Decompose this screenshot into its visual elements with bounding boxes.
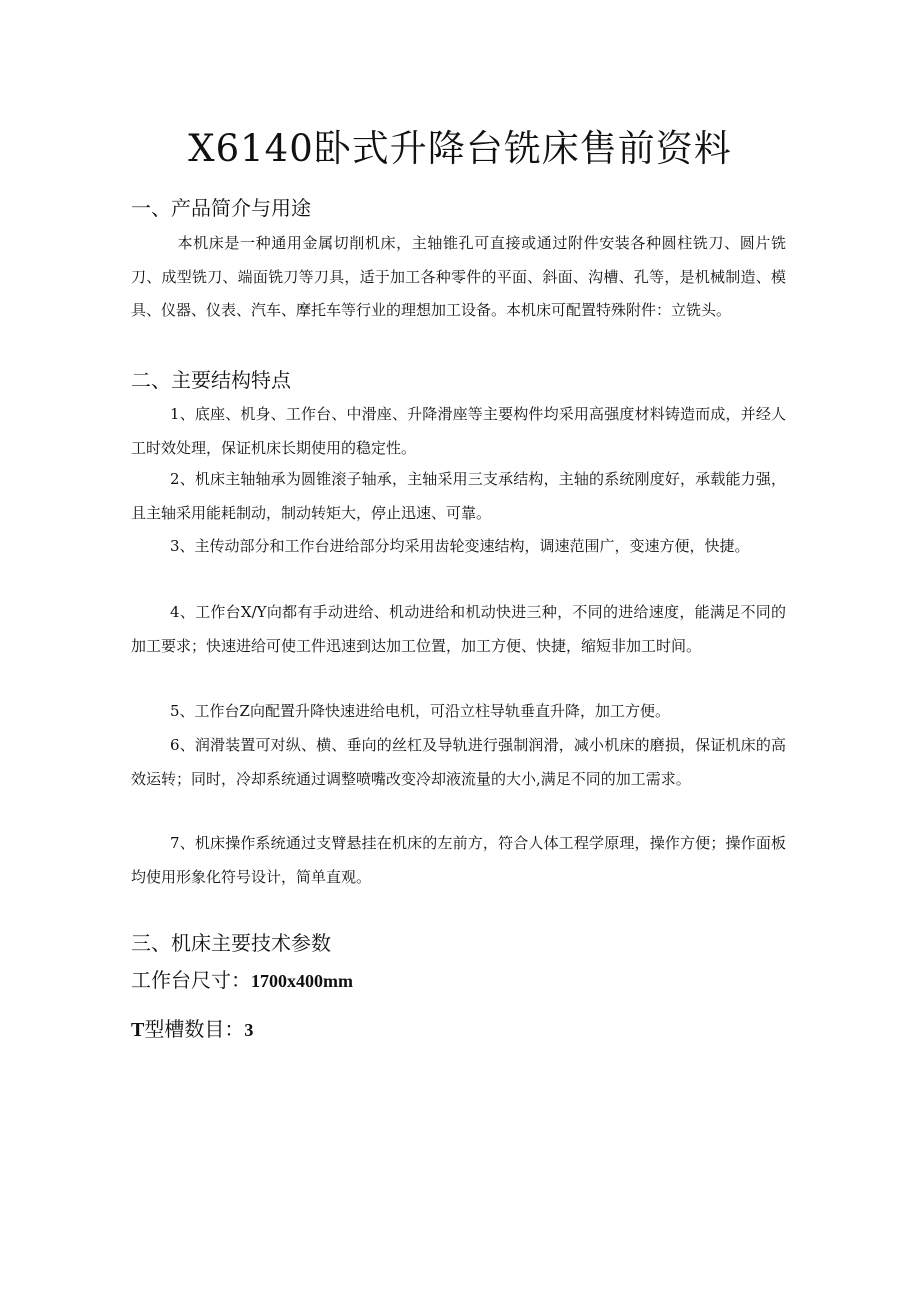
feature-item-6: 6、润滑装置可对纵、横、垂向的丝杠及导轨进行强制润滑，减小机床的磨损，保证机床的高效运转；同时，冷却系统通过调整喷嘴改变冷却液流量的大小,满足不同的加工需求。: [131, 736, 786, 788]
feature-item-7: 7、机床操作系统通过支臂悬挂在机床的左前方，符合人体工程学原理，操作方便；操作面板均使用形象化符号设计，简单直观。: [131, 834, 786, 886]
document-title: X6140卧式升降台铣床售前资料: [188, 127, 732, 170]
intro-paragraph: 本机床是一种通用金属切削机床，主轴锥孔可直接或通过附件安装各种圆柱铣刀、圆片铣刀、成型铣刀、端面铣刀等刀具，适于加工各种零件的平面、斜面、沟槽、孔等，是机械制造、模具、仪器、仪表、汽车、摩托车等行业的理想加工设备。本机床可配置特殊附件：立铣头。: [131, 234, 786, 319]
section-heading-intro: 一、产品简介与用途: [131, 196, 311, 220]
feature-item-5: 5、工作台Z向配置升降快速进给电机，可沿立柱导轨垂直升降，加工方便。: [170, 702, 670, 720]
spec-label: 工作台尺寸：: [131, 968, 251, 992]
spec-label: 型槽数目：: [144, 1017, 245, 1041]
spec-value: 1700x400mm: [251, 971, 353, 991]
feature-item-2: 2、机床主轴轴承为圆锥滚子轴承，主轴采用三支承结构，主轴的系统刚度好，承载能力强，且主轴采用能耗制动，制动转矩大，停止迅速、可靠。: [131, 470, 786, 522]
feature-item-1: 1、底座、机身、工作台、中滑座、升降滑座等主要构件均采用高强度材料铸造而成，并经人工时效处理，保证机床长期使用的稳定性。: [131, 405, 786, 457]
feature-item-3: 3、主传动部分和工作台进给部分均采用齿轮变速结构，调速范围广，变速方便，快捷。: [170, 537, 750, 555]
section-heading-features: 二、主要结构特点: [131, 368, 291, 392]
spec-label-prefix: T: [131, 1019, 145, 1041]
spec-table-size: [131, 966, 353, 995]
spec-value: 3: [244, 1020, 254, 1040]
feature-item-4: 4、工作台X/Y向都有手动进给、机动进给和机动快进三种，不同的进给速度，能满足不同的加工要求；快速进给可使工件迅速到达加工位置，加工方便、快捷，缩短非加工时间。: [131, 603, 786, 655]
section-heading-specs: 三、机床主要技术参数: [131, 931, 331, 955]
spec-t-slot-count: [131, 1015, 253, 1044]
